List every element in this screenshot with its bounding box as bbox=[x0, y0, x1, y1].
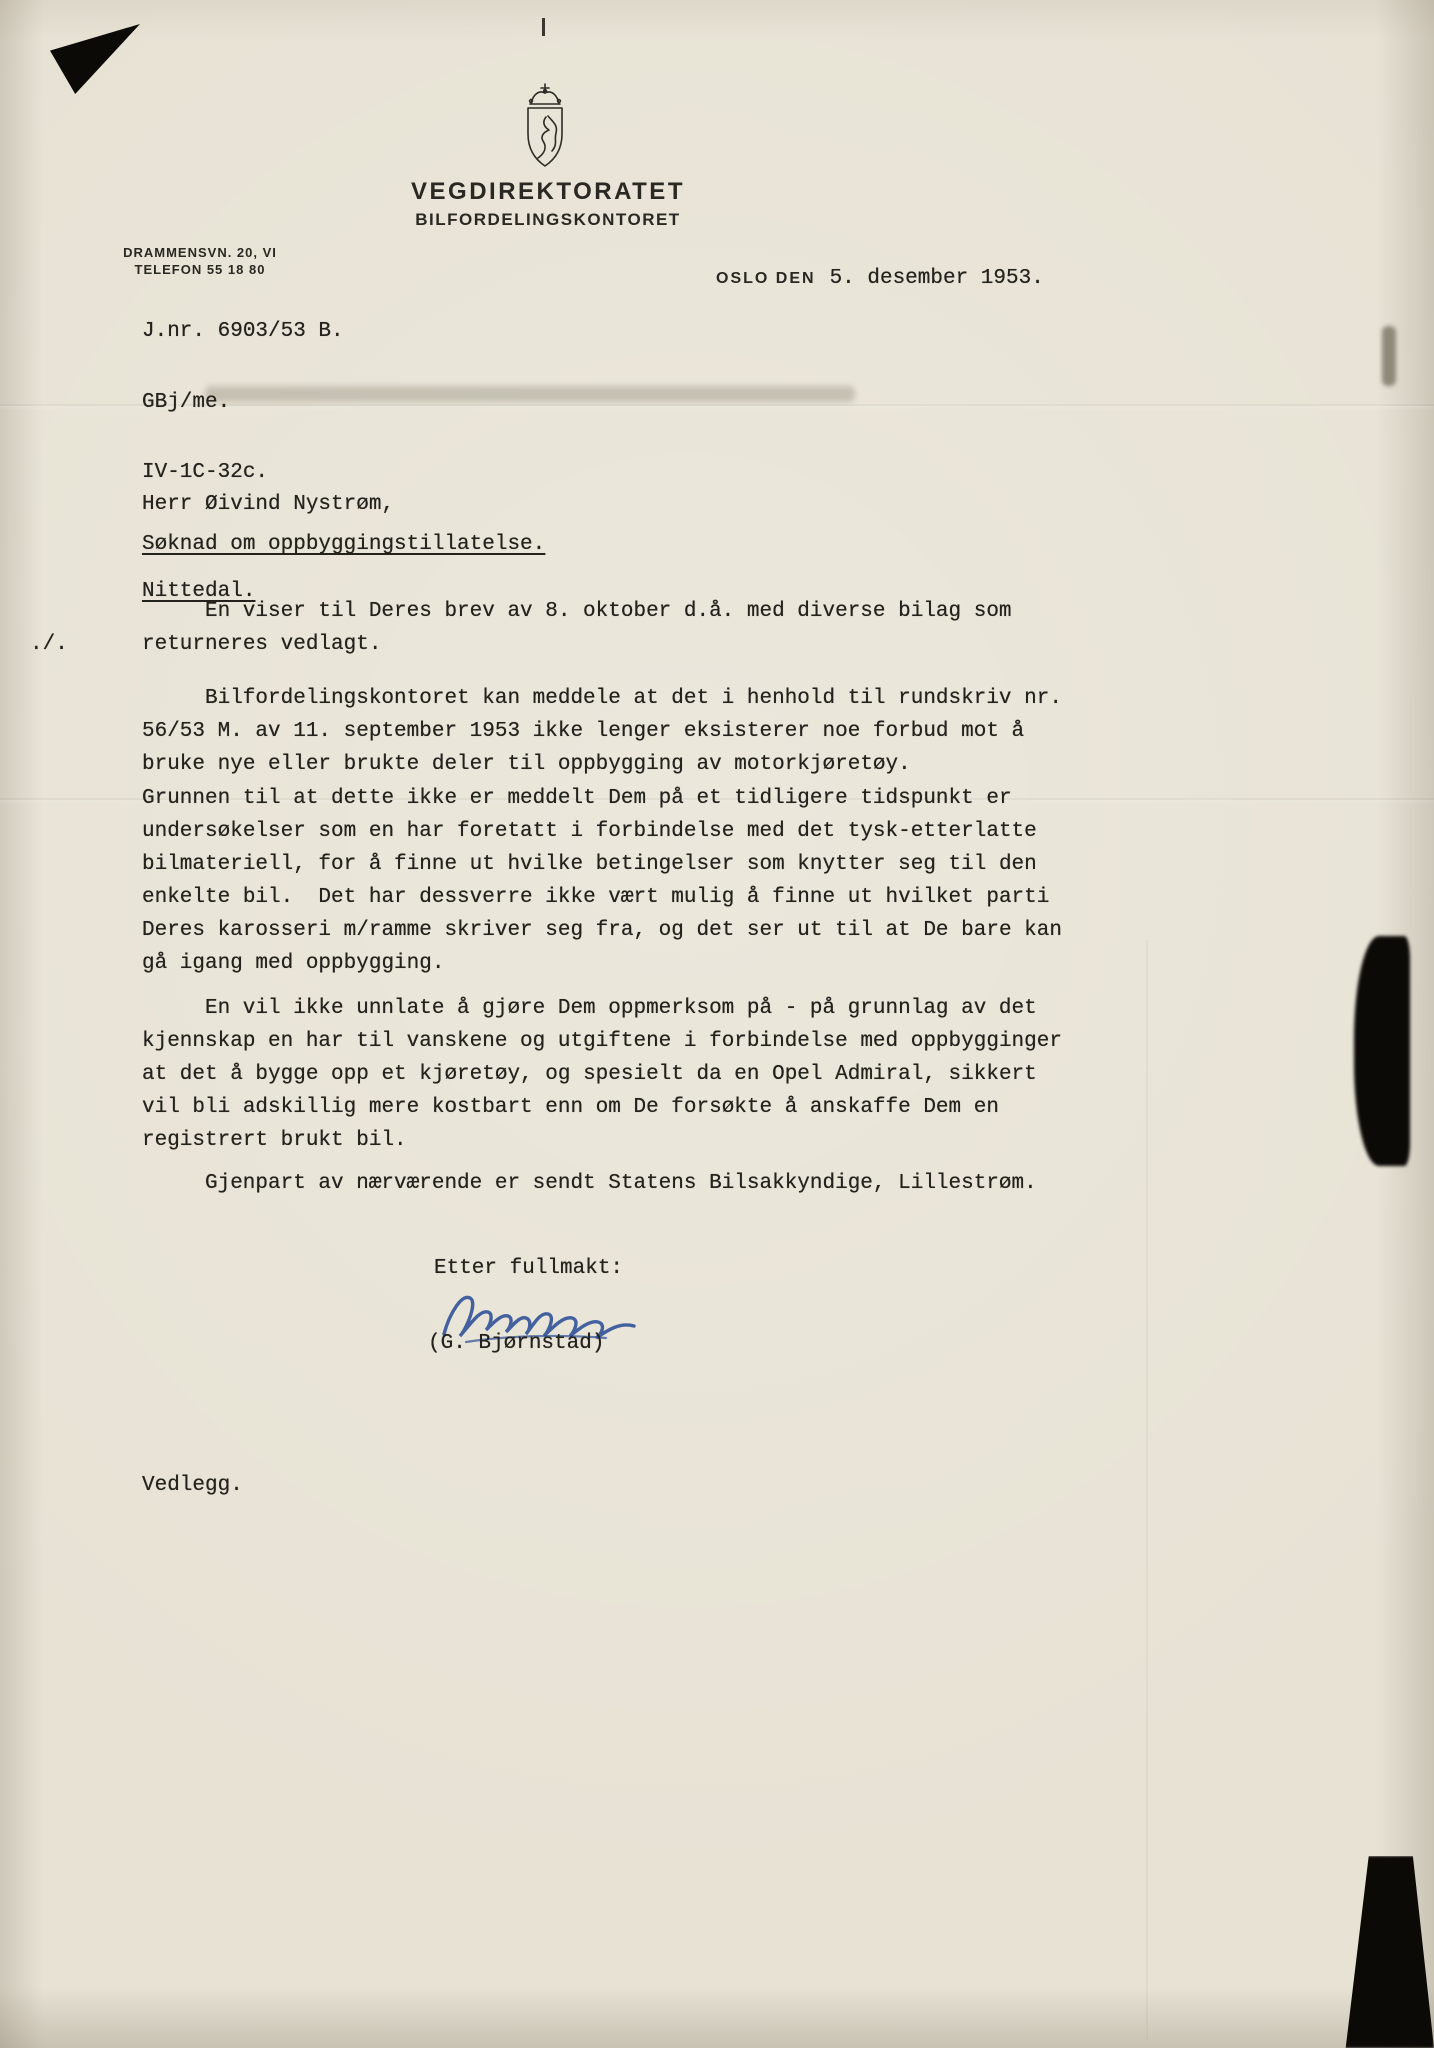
journal-number: J.nr. 6903/53 B. bbox=[142, 320, 344, 343]
recipient-place: Nittedal. bbox=[142, 580, 256, 603]
subject-line: Søknad om oppbyggingstillatelse. bbox=[142, 533, 546, 556]
signature-printed-name: (G. Bjørnstad) bbox=[428, 1332, 605, 1355]
body-paragraph-5: Gjenpart av nærværende er sendt Statens Bilsakkyndige, Lillestrøm. bbox=[205, 1172, 1037, 1195]
body-paragraph-3: Grunnen til at dette ikke er meddelt Dem på et tidligere tidspunkt er undersøkelser som en har foretatt i forbindelse med det tysk-etterlatte bilmateriell, for å finne ut hvilke betingelser som knytter seg til den enkelte bil. Det har dessverre ikke vært mulig å finne ut hvilket parti Deres karosseri m/ramme skriver seg fra, og det ser ut til at De bare kan gå igang med oppbygging. bbox=[142, 787, 1075, 975]
scan-artifact-right-streak bbox=[1382, 326, 1396, 386]
body-paragraph-2: Bilfordelingskontoret kan meddele at det i henhold til rundskriv nr. 56/53 M. av 11. september 1953 ikke lenger eksisterer noe forbud mot å bruke nye eller brukte deler til oppbygging av motorkjøretøy. bbox=[142, 687, 1075, 776]
enclosure-margin-mark: ./. bbox=[30, 633, 68, 656]
coat-of-arms bbox=[514, 82, 576, 174]
scan-artifact-corner-fold bbox=[50, 24, 140, 94]
address-line-1: DRAMMENSVN. 20, VI bbox=[123, 245, 277, 260]
scan-artifact-bottom-right-strip bbox=[1338, 1856, 1434, 2048]
file-reference: IV-1C-32c. bbox=[142, 461, 269, 484]
department-name: BILFORDELINGSKONTORET bbox=[415, 210, 681, 229]
norwegian-crest-icon bbox=[514, 82, 576, 174]
scan-artifact-right-blob bbox=[1354, 936, 1410, 1166]
closing-authority: Etter fullmakt: bbox=[434, 1257, 624, 1280]
paper-crease-vertical bbox=[1146, 940, 1148, 2040]
initials-reference: GBj/me. bbox=[142, 390, 231, 414]
scan-artifact-top-tick bbox=[542, 18, 545, 36]
address-line-2: TELEFON 55 18 80 bbox=[134, 262, 266, 277]
place-label: OSLO DEN bbox=[716, 270, 816, 287]
enclosure-note: Vedlegg. bbox=[142, 1474, 243, 1497]
organization-name: VEGDIREKTORATET bbox=[411, 178, 685, 205]
body-paragraph-4: En vil ikke unnlate å gjøre Dem oppmerksom på - på grunnlag av det kjennskap en har til vanskene og utgiftene i forbindelse med oppbygginger at det å bygge opp et kjøretøy, og spesielt da en Opel Admiral, sikkert vil bli adskillig mere kostbart enn om De forsøkte å anskaffe Dem en registrert brukt bil. bbox=[142, 997, 1075, 1152]
recipient-name: Herr Øivind Nystrøm, bbox=[142, 493, 395, 516]
date-text: 5. desember 1953. bbox=[829, 267, 1044, 290]
place-and-date bbox=[716, 262, 1044, 295]
body-paragraph-1: En viser til Deres brev av 8. oktober d.å. med diverse bilag som returneres vedlagt. bbox=[142, 600, 1025, 656]
